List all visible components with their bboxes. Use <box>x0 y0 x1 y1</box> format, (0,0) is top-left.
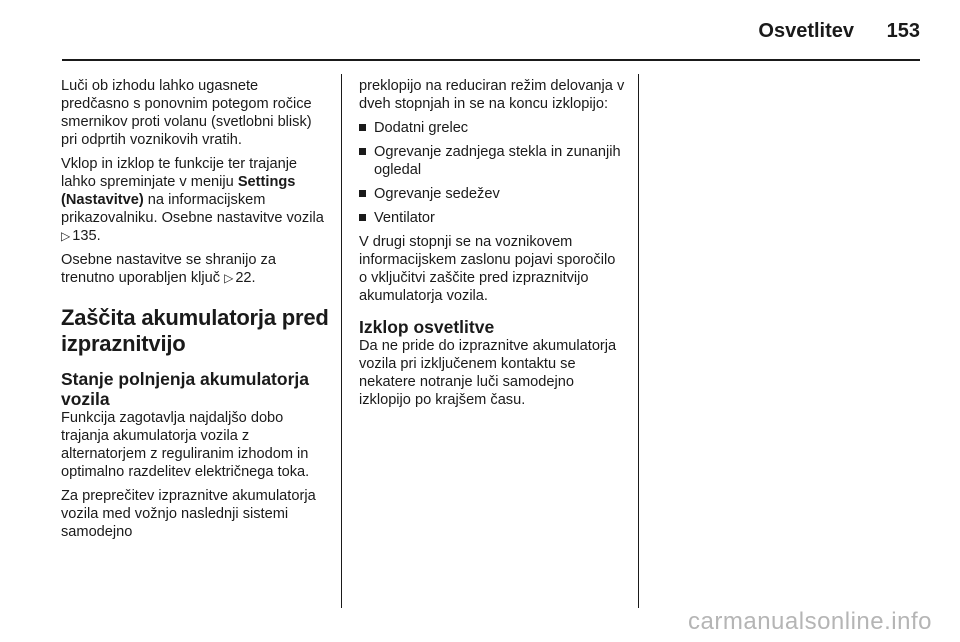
page-reference[interactable]: 135. <box>72 228 101 244</box>
paragraph <box>61 155 329 245</box>
bullet-icon <box>359 214 366 221</box>
text-run: Vklop in izklop te funkcije ter trajanje lahko spreminjate v meniju <box>61 156 298 190</box>
list-item-text: Ogrevanje sedežev <box>374 186 500 202</box>
paragraph <box>61 251 329 287</box>
bullet-icon <box>359 124 366 131</box>
header-divider <box>62 59 920 61</box>
list-item-text: Dodatni grelec <box>374 120 469 136</box>
menu-name: Settings (Nastavitve) <box>61 174 296 208</box>
text-run: na informacijskem prikazovalniku. Osebne nastavitve vozila <box>61 192 324 226</box>
list-item-text: Ogrevanje zadnjega stekla in zunanjih ogledal <box>374 144 621 178</box>
column-divider <box>341 74 342 608</box>
page-reference[interactable]: 22. <box>235 270 256 286</box>
bullet-list <box>359 119 627 227</box>
left-column <box>61 77 329 547</box>
paragraph: Luči ob izhodu lahko ugasnete predčasno s ponovnim potegom ročice smernikov proti volanu (svetlobni blisk) pri odprtih voznikovih vratih. <box>61 78 312 148</box>
paragraph: Funkcija zagotavlja najdaljšo dobo trajanja akumulatorja vozila z alternatorjem z reguliranim izhodom in optimalno razdelitev električnega toka. <box>61 410 310 480</box>
bullet-icon <box>359 190 366 197</box>
column-divider <box>638 74 639 608</box>
paragraph: Da ne pride do izpraznitve akumulatorja vozila pri izključenem kontaktu se nekatere notranje luči samodejno izklopijo po krajšem času. <box>359 338 617 408</box>
subsection-heading: Stanje polnjenja akumulatorja vozila <box>61 369 309 409</box>
middle-column <box>359 77 627 415</box>
watermark: carmanualsonline.info <box>688 608 932 635</box>
list-item <box>359 119 627 137</box>
paragraph: preklopijo na reduciran režim delovanja v dveh stopnjah in se na koncu izklopijo: <box>359 78 625 112</box>
bullet-icon <box>359 148 366 155</box>
text-run: Osebne nastavitve se shranijo za trenutno uporabljen ključ <box>61 252 276 286</box>
list-item <box>359 209 627 227</box>
paragraph: Za preprečitev izpraznitve akumulatorja vozila med vožnjo naslednji sistemi samodejno <box>61 488 316 540</box>
section-heading: Zaščita akumulatorja pred izpraznitvijo <box>61 305 329 356</box>
list-item-text: Ventilator <box>374 210 435 226</box>
page-number: 153 <box>886 20 920 42</box>
reference-arrow-icon: ▷ <box>224 271 234 285</box>
paragraph: V drugi stopnji se na voznikovem informacijskem zaslonu pojavi sporočilo o vključitvi zaščite pred izpraznitvijo akumulatorja vozila. <box>359 234 616 304</box>
subsection-heading: Izklop osvetlitve <box>359 317 495 337</box>
list-item <box>359 185 627 203</box>
page-title: Osvetlitev <box>758 20 854 42</box>
reference-arrow-icon: ▷ <box>61 229 71 243</box>
list-item <box>359 143 627 179</box>
